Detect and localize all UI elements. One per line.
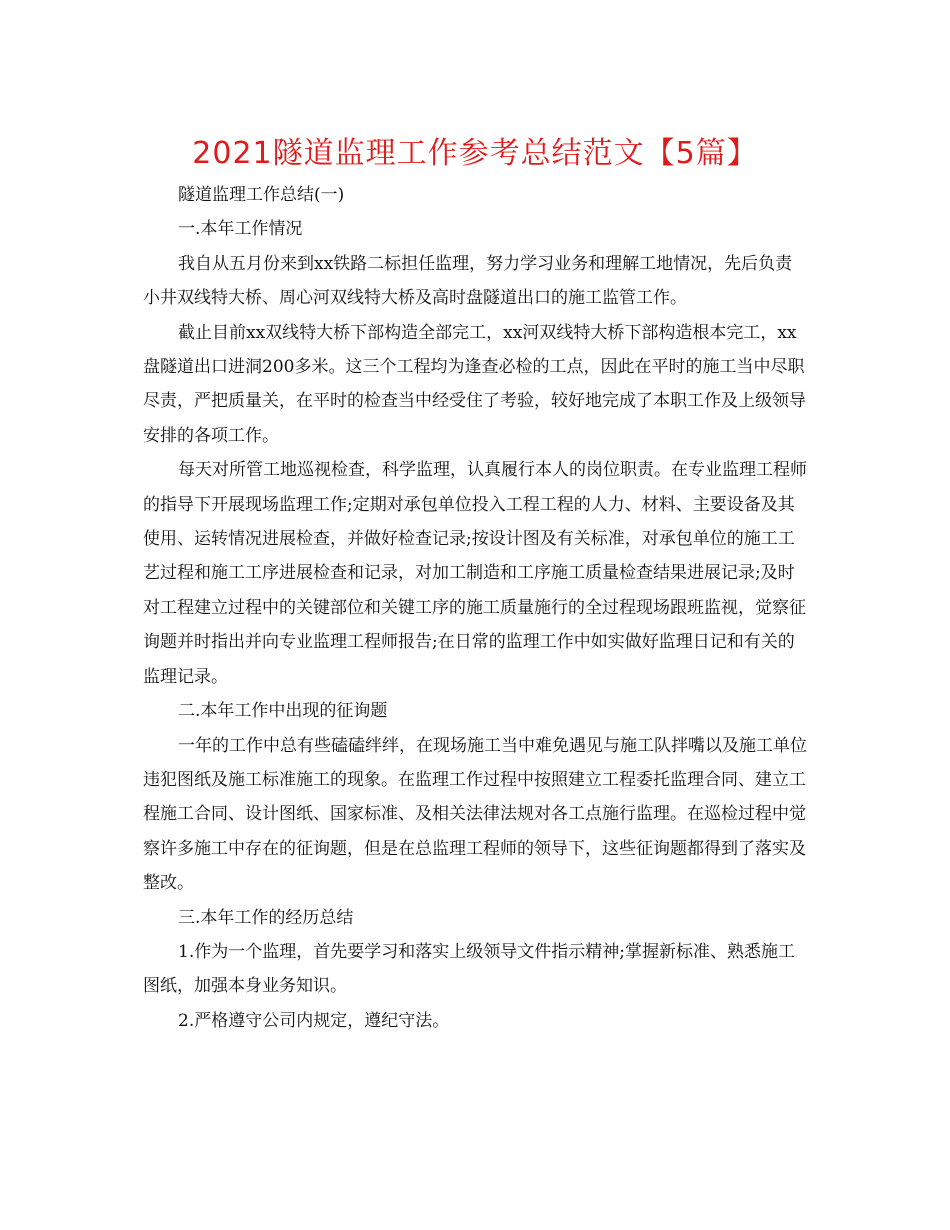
- body-paragraph: 一年的工作中总有些磕磕绊绊，在现场施工当中难免遇见与施工队拌嘴以及施工单位违犯图纸及施工标准施工的现象。在监理工作过程中按照建立工程委托监理合同、建立工程施工合同、设计图纸、国家标准、及相关法律法规对各工点施行监理。在巡检过程中觉察许多施工中存在的征询题，但是在总监理工程师的领导下，这些征询题都得到了落实及整改。: [143, 735, 807, 894]
- body-paragraph: 1.作为一个监理，首先要学习和落实上级领导文件指示精神;掌握新标准、熟悉施工图纸，加强本身业务知识。: [143, 941, 795, 997]
- body-paragraph: 截止目前xx双线特大桥下部构造全部完工，xx河双线特大桥下部构造根本完工，xx盘隧道出口进洞200多米。这三个工程均为逢查必检的工点，因此在平时的施工当中尽职尽责，严把质量关，在平时的检查当中经受住了考验，较好地完成了本职工作及上级领导安排的各项工作。: [143, 322, 806, 446]
- subsection-heading: 一.本年工作情况: [178, 219, 303, 240]
- body-paragraph: 2.严格遵守公司内规定，遵纪守法。: [178, 1010, 450, 1031]
- subsection-heading: 二.本年工作中出现的征询题: [178, 701, 388, 722]
- document-title: 2021隧道监理工作参考总结范文【5篇】: [192, 136, 758, 171]
- section-heading: 隧道监理工作总结(一): [178, 185, 345, 205]
- body-paragraph: 我自从五月份来到xx铁路二标担任监理，努力学习业务和理解工地情况，先后负责小井双线特大桥、周心河双线特大桥及高时盘隧道出口的施工监管工作。: [143, 253, 793, 309]
- body-paragraph: 每天对所管工地巡视检查，科学监理，认真履行本人的岗位职责。在专业监理工程师的指导下开展现场监理工作;定期对承包单位投入工程工程的人力、材料、主要设备及其使用、运转情况进展检查，并做好检查记录;按设计图及有关标准，对承包单位的施工工艺过程和施工工序进展检查和记录，对加工制造和工序施工质量检查结果进展记录;及时对工程建立过程中的关键部位和关键工序的施工质量施行的全过程现场跟班监视，觉察征询题并时指出并向专业监理工程师报告;在日常的监理工作中如实做好监理日记和有关的监理记录。: [143, 460, 807, 687]
- subsection-heading: 三.本年工作的经历总结: [178, 907, 354, 928]
- document-body: [143, 178, 807, 1038]
